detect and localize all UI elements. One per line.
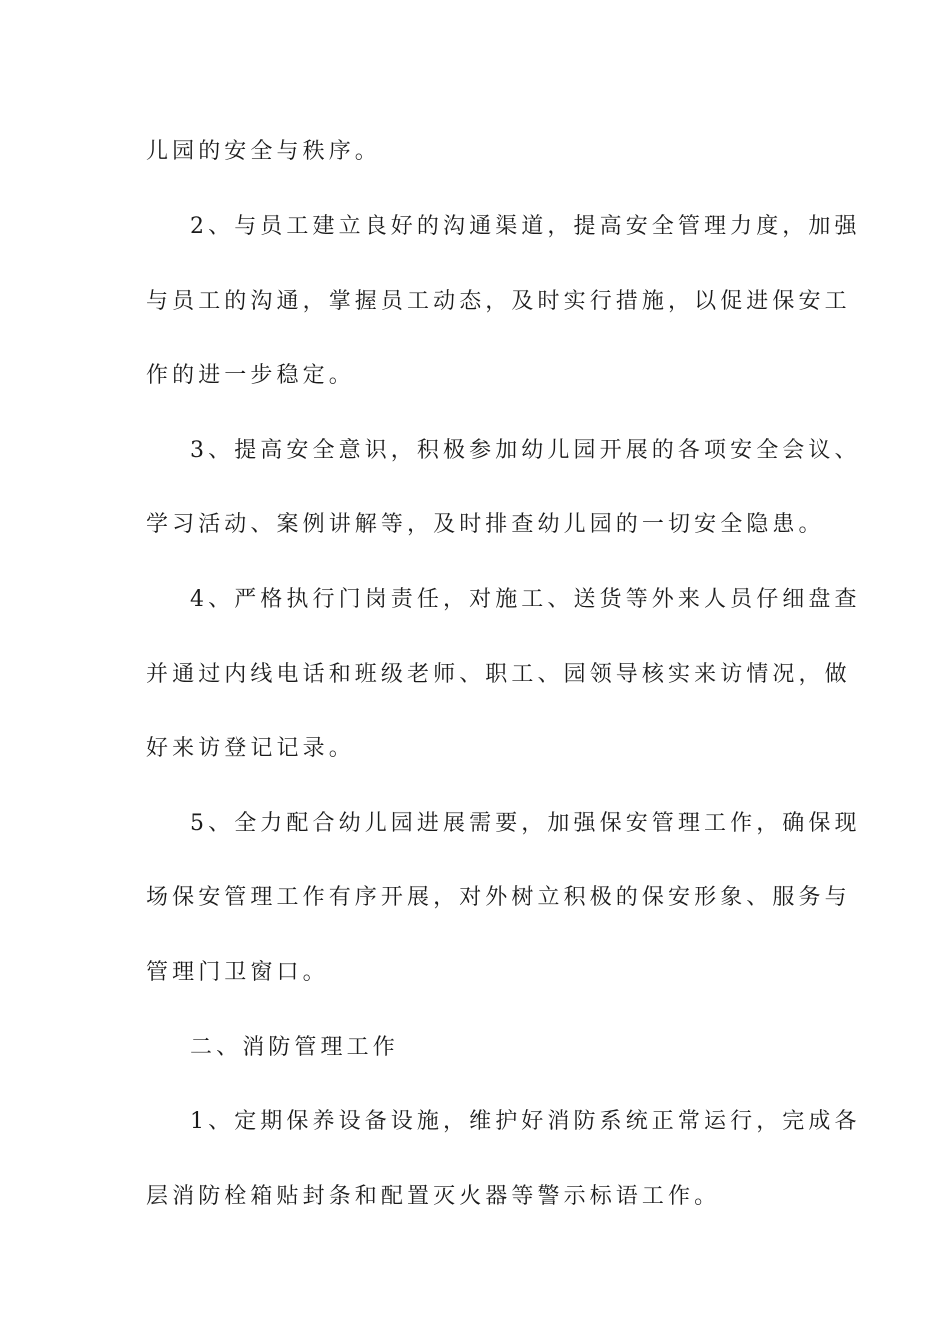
- paragraph-line: 好来访登记记录。: [146, 736, 355, 761]
- paragraph-line: 5、全力配合幼儿园进展需要，加强保安管理工作，确保现: [190, 811, 861, 836]
- paragraph-line: 学习活动、案例讲解等，及时排查幼儿园的一切安全隐患。: [146, 512, 825, 537]
- paragraph-line: 2、与员工建立良好的沟通渠道，提高安全管理力度，加强: [190, 214, 861, 239]
- paragraph-line: 层消防栓箱贴封条和配置灭火器等警示标语工作。: [146, 1184, 721, 1209]
- paragraph-line: 4、严格执行门岗责任，对施工、送货等外来人员仔细盘查: [190, 587, 861, 612]
- paragraph-line: 3、提高安全意识，积极参加幼儿园开展的各项安全会议、: [190, 438, 861, 463]
- paragraph-line: 1、定期保养设备设施，维护好消防系统正常运行，完成各: [190, 1109, 861, 1134]
- paragraph-line: 管理门卫窗口。: [146, 960, 329, 985]
- section-heading: 二、消防管理工作: [190, 1035, 399, 1060]
- paragraph-line: 并通过内线电话和班级老师、职工、园领导核实来访情况，做: [146, 662, 851, 687]
- paragraph-line: 儿园的安全与秩序。: [146, 139, 381, 164]
- paragraph-line: 作的进一步稳定。: [146, 363, 355, 388]
- paragraph-line: 与员工的沟通，掌握员工动态，及时实行措施，以促进保安工: [146, 289, 851, 314]
- paragraph-line: 场保安管理工作有序开展，对外树立积极的保安形象、服务与: [146, 885, 851, 910]
